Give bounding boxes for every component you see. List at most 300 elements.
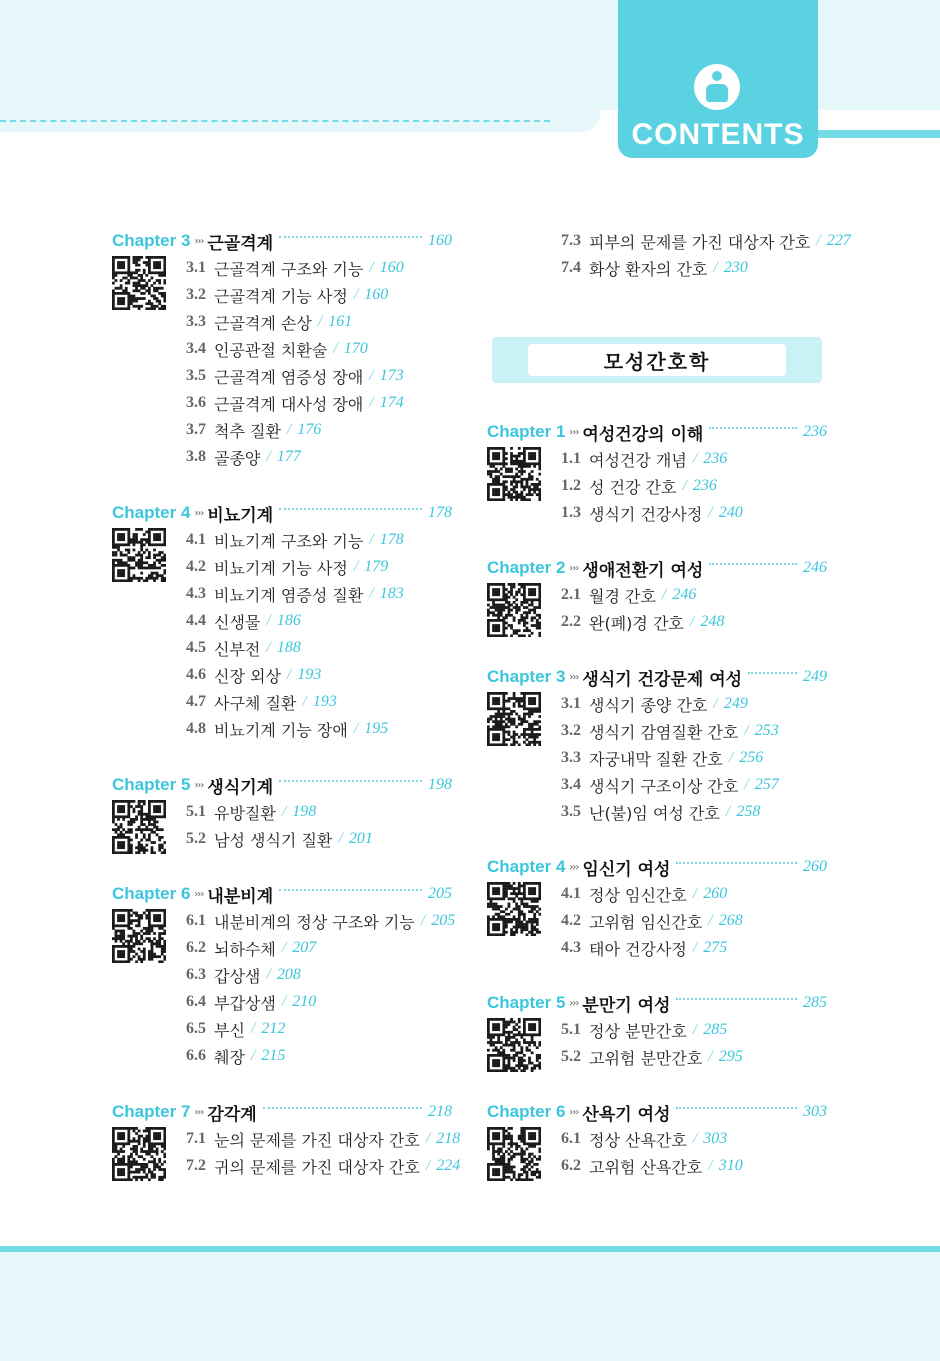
section-number: 3.5	[561, 803, 581, 820]
section-number: 2.2	[561, 613, 581, 630]
section-number: 4.4	[186, 612, 206, 629]
separator: /	[353, 558, 359, 575]
section-page: 186	[276, 612, 301, 629]
section-page: 258	[736, 803, 761, 820]
section-number: 5.1	[186, 803, 206, 820]
section-title: 척추 질환	[214, 421, 281, 441]
section-number: 6.3	[186, 966, 206, 983]
section-page: 212	[261, 1020, 286, 1037]
section-page: 249	[723, 695, 748, 712]
chevrons-icon: ›››	[194, 1106, 204, 1118]
section-page: 236	[692, 477, 717, 494]
separator: /	[692, 1021, 698, 1038]
section-number: 4.1	[561, 885, 581, 902]
chapter-page: 236	[803, 423, 827, 440]
chapter-heading[interactable]	[487, 854, 827, 880]
qr-code-icon[interactable]	[487, 882, 541, 936]
section-page: 240	[718, 504, 743, 521]
separator: /	[816, 232, 821, 249]
section-number: 4.2	[561, 912, 581, 929]
separator: /	[682, 477, 687, 494]
section-title: 인공관절 치환술	[214, 340, 328, 360]
separator: /	[302, 693, 307, 710]
chapter-title: 임신기 여성	[582, 859, 671, 880]
section-entry[interactable]	[561, 446, 727, 472]
section-entry[interactable]	[561, 228, 851, 254]
chapter-label: Chapter 6	[112, 884, 191, 903]
section-title: 신장 외상	[214, 666, 281, 686]
section-number: 4.3	[186, 585, 206, 602]
section-title: 비뇨기계 기능 장애	[214, 720, 348, 740]
section-title: 근골격계 기능 사정	[214, 286, 348, 306]
section-number: 4.6	[186, 666, 206, 683]
section-entry[interactable]	[186, 908, 455, 934]
separator: /	[281, 803, 287, 820]
section-entry[interactable]	[186, 255, 404, 281]
section-entry[interactable]	[561, 609, 724, 635]
section-number: 3.2	[561, 722, 581, 739]
chapter-page: 198	[428, 776, 452, 793]
separator: /	[338, 830, 343, 847]
leader-dots	[279, 889, 422, 891]
section-number: 3.1	[561, 695, 581, 712]
section-number: 7.1	[186, 1130, 206, 1147]
section-title: 근골격계 구조와 기능	[214, 259, 364, 279]
section-title: 췌장	[214, 1047, 245, 1067]
section-number: 6.1	[561, 1130, 581, 1147]
section-title: 고위험 임신간호	[589, 912, 703, 932]
leader-dots	[279, 780, 422, 782]
section-entry[interactable]	[561, 500, 743, 526]
separator: /	[369, 259, 374, 276]
separator: /	[281, 939, 287, 956]
section-page: 218	[436, 1130, 461, 1147]
section-entry[interactable]	[186, 1126, 460, 1152]
section-number: 5.2	[561, 1048, 581, 1065]
separator: /	[266, 448, 271, 465]
qr-code-icon[interactable]	[487, 1018, 541, 1072]
separator: /	[333, 340, 338, 357]
section-entry[interactable]	[186, 1043, 285, 1069]
separator: /	[692, 1130, 698, 1147]
section-entry[interactable]	[186, 662, 321, 688]
section-entry[interactable]	[186, 716, 388, 742]
separator: /	[725, 803, 731, 820]
separator: /	[317, 313, 323, 330]
section-entry[interactable]	[561, 935, 727, 961]
section-number: 6.5	[186, 1020, 206, 1037]
separator: /	[425, 1130, 431, 1147]
section-entry[interactable]	[186, 635, 301, 661]
leader-dots	[263, 1107, 422, 1109]
section-entry[interactable]	[561, 1017, 727, 1043]
person-icon	[694, 64, 740, 110]
section-title: 고위험 분만간호	[589, 1048, 703, 1068]
section-number: 3.1	[186, 259, 206, 276]
section-number: 2.1	[561, 586, 581, 603]
section-page: 224	[436, 1157, 461, 1174]
section-number: 3.4	[561, 776, 581, 793]
chapter-label: Chapter 4	[112, 503, 191, 522]
qr-code-icon[interactable]	[487, 447, 541, 501]
section-entry[interactable]	[561, 772, 779, 798]
section-title: 자궁내막 질환 간호	[589, 749, 723, 769]
section-page: 230	[723, 259, 748, 276]
chapter-label: Chapter 4	[487, 857, 566, 876]
section-number: 7.3	[561, 232, 581, 249]
separator: /	[708, 1157, 713, 1174]
chapter-page: 303	[803, 1103, 827, 1120]
section-entry[interactable]	[186, 689, 337, 715]
part-title: 모성간호학	[528, 344, 786, 376]
section-page: 179	[364, 558, 389, 575]
chapter-label: Chapter 2	[487, 558, 566, 577]
header-right-band	[818, 130, 940, 138]
separator: /	[744, 722, 749, 739]
separator: /	[369, 367, 374, 384]
chapter-label: Chapter 3	[112, 231, 191, 250]
chapter-heading[interactable]	[112, 228, 452, 254]
section-title: 비뇨기계 염증성 질환	[214, 585, 364, 605]
leader-dots	[279, 508, 422, 510]
section-page: 160	[379, 259, 404, 276]
separator: /	[420, 912, 426, 929]
section-title: 완(폐)경 간호	[589, 613, 684, 633]
section-title: 비뇨기계 구조와 기능	[214, 531, 364, 551]
qr-code-icon[interactable]	[487, 583, 541, 637]
section-entry[interactable]	[561, 881, 727, 907]
qr-code-icon[interactable]	[112, 528, 166, 582]
section-title: 부갑상샘	[214, 993, 276, 1013]
qr-code-icon[interactable]	[112, 800, 166, 854]
qr-code-icon[interactable]	[112, 1127, 166, 1181]
separator: /	[661, 586, 667, 603]
chapter-label: Chapter 1	[487, 422, 566, 441]
section-page: 208	[276, 966, 301, 983]
chapter-page: 249	[803, 668, 827, 685]
section-page: 160	[364, 286, 389, 303]
section-page: 246	[672, 586, 697, 603]
section-page: 268	[718, 912, 743, 929]
section-entry[interactable]	[561, 718, 779, 744]
section-entry[interactable]	[186, 554, 388, 580]
separator: /	[353, 720, 359, 737]
section-title: 비뇨기계 기능 사정	[214, 558, 348, 578]
section-number: 6.4	[186, 993, 206, 1010]
section-page: 303	[703, 1130, 728, 1147]
separator: /	[713, 695, 718, 712]
section-title: 화상 환자의 간호	[589, 259, 708, 279]
separator: /	[250, 1020, 256, 1037]
chapter-title: 생식기계	[207, 777, 274, 798]
section-title: 난(불)임 여성 간호	[589, 803, 720, 823]
section-entry[interactable]	[561, 1044, 743, 1070]
section-number: 1.1	[561, 450, 581, 467]
qr-code-icon[interactable]	[487, 692, 541, 746]
separator: /	[728, 749, 734, 766]
section-page: 178	[379, 531, 404, 548]
chapter-heading[interactable]	[112, 772, 452, 798]
chevrons-icon: ›››	[569, 562, 579, 574]
section-entry[interactable]	[186, 309, 352, 335]
section-page: 285	[703, 1021, 728, 1038]
chapter-title: 내분비계	[207, 886, 274, 907]
qr-code-icon[interactable]	[112, 256, 166, 310]
leader-dots	[709, 427, 797, 429]
section-title: 생식기 건강사정	[589, 504, 703, 524]
leader-dots	[709, 563, 797, 565]
chapter-heading[interactable]	[487, 664, 827, 690]
section-entry[interactable]	[186, 826, 373, 852]
chevrons-icon: ›››	[569, 1106, 579, 1118]
chapter-page: 260	[803, 858, 827, 875]
section-entry[interactable]	[186, 444, 301, 470]
section-page: 183	[379, 585, 404, 602]
section-title: 생식기 구조이상 간호	[589, 776, 739, 796]
chapter-heading[interactable]	[487, 990, 827, 1016]
chapter-title: 생애전환기 여성	[582, 560, 704, 581]
separator: /	[708, 504, 713, 521]
separator: /	[708, 912, 713, 929]
section-page: 195	[364, 720, 389, 737]
section-title: 고위험 산욕간호	[589, 1157, 703, 1177]
section-number: 1.3	[561, 504, 581, 521]
section-title: 눈의 문제를 가진 대상자 간호	[214, 1130, 420, 1150]
section-page: 205	[431, 912, 456, 929]
separator: /	[425, 1157, 431, 1174]
section-title: 월경 간호	[589, 586, 656, 606]
section-page: 248	[700, 613, 725, 630]
section-entry[interactable]	[186, 282, 388, 308]
section-title: 사구체 질환	[214, 693, 297, 713]
chapter-heading[interactable]	[112, 881, 452, 907]
chapter-title: 생식기 건강문제 여성	[582, 669, 743, 690]
separator: /	[281, 993, 287, 1010]
section-title: 정상 분만간호	[589, 1021, 687, 1041]
section-page: 201	[348, 830, 373, 847]
chevrons-icon: ›››	[194, 507, 204, 519]
chapter-page: 285	[803, 994, 827, 1011]
leader-dots	[279, 236, 422, 238]
section-page: 193	[297, 666, 322, 683]
chapter-heading[interactable]	[487, 555, 827, 581]
section-number: 5.2	[186, 830, 206, 847]
section-entry[interactable]	[561, 1126, 727, 1152]
section-page: 210	[292, 993, 317, 1010]
section-entry[interactable]	[561, 745, 763, 771]
separator: /	[369, 394, 374, 411]
section-page: 227	[826, 232, 851, 249]
section-entry[interactable]	[561, 1153, 743, 1179]
section-title: 근골격계 대사성 장애	[214, 394, 364, 414]
section-entry[interactable]	[186, 336, 368, 362]
section-entry[interactable]	[186, 581, 404, 607]
footer-background	[0, 1252, 940, 1361]
section-title: 피부의 문제를 가진 대상자 간호	[589, 232, 811, 252]
section-page: 188	[276, 639, 301, 656]
separator: /	[369, 531, 374, 548]
section-number: 3.4	[186, 340, 206, 357]
section-number: 6.2	[561, 1157, 581, 1174]
separator: /	[708, 1048, 713, 1065]
qr-code-icon[interactable]	[487, 1127, 541, 1181]
section-number: 3.3	[561, 749, 581, 766]
section-number: 6.1	[186, 912, 206, 929]
chapter-label: Chapter 5	[112, 775, 191, 794]
section-entry[interactable]	[561, 473, 717, 499]
separator: /	[369, 585, 374, 602]
chevrons-icon: ›››	[194, 235, 204, 247]
separator: /	[286, 421, 292, 438]
chapter-title: 감각계	[207, 1104, 257, 1125]
section-page: 236	[703, 450, 728, 467]
section-entry[interactable]	[186, 390, 404, 416]
section-number: 3.8	[186, 448, 206, 465]
section-entry[interactable]	[186, 363, 404, 389]
section-title: 근골격계 염증성 장애	[214, 367, 364, 387]
section-page: 295	[718, 1048, 743, 1065]
section-page: 260	[703, 885, 728, 902]
chapter-page: 160	[428, 232, 452, 249]
section-title: 생식기 종양 간호	[589, 695, 708, 715]
section-title: 신생물	[214, 612, 261, 632]
contents-title: CONTENTS	[631, 118, 805, 151]
section-title: 신부전	[214, 639, 261, 659]
section-page: 170	[343, 340, 368, 357]
section-entry[interactable]	[186, 608, 301, 634]
chapter-label: Chapter 7	[112, 1102, 191, 1121]
separator: /	[744, 776, 749, 793]
chevrons-icon: ›››	[569, 671, 579, 683]
section-entry[interactable]	[186, 962, 301, 988]
section-title: 정상 산욕간호	[589, 1130, 687, 1150]
section-number: 3.7	[186, 421, 206, 438]
section-page: 177	[276, 448, 301, 465]
section-entry[interactable]	[186, 1153, 460, 1179]
section-title: 갑상샘	[214, 966, 261, 986]
section-title: 근골격계 손상	[214, 313, 312, 333]
section-title: 유방질환	[214, 803, 276, 823]
section-entry[interactable]	[561, 908, 743, 934]
separator: /	[692, 885, 698, 902]
section-title: 남성 생식기 질환	[214, 830, 333, 850]
section-entry[interactable]	[186, 799, 316, 825]
section-title: 귀의 문제를 가진 대상자 간호	[214, 1157, 420, 1177]
contents-tab	[618, 0, 818, 158]
section-number: 4.2	[186, 558, 206, 575]
section-entry[interactable]	[561, 799, 760, 825]
section-title: 정상 임신간호	[589, 885, 687, 905]
section-number: 4.7	[186, 693, 206, 710]
section-title: 골종양	[214, 448, 261, 468]
section-page: 173	[379, 367, 404, 384]
section-page: 215	[261, 1047, 286, 1064]
section-page: 257	[754, 776, 779, 793]
section-number: 3.5	[186, 367, 206, 384]
chevrons-icon: ›››	[194, 888, 204, 900]
qr-code-icon[interactable]	[112, 909, 166, 963]
section-number: 3.3	[186, 313, 206, 330]
section-title: 내분비계의 정상 구조와 기능	[214, 912, 415, 932]
section-number: 4.5	[186, 639, 206, 656]
section-number: 4.1	[186, 531, 206, 548]
separator: /	[353, 286, 359, 303]
chapter-heading[interactable]	[112, 500, 452, 526]
chapter-label: Chapter 6	[487, 1102, 566, 1121]
section-page: 174	[379, 394, 404, 411]
section-entry[interactable]	[186, 935, 316, 961]
leader-dots	[748, 672, 797, 674]
chapter-label: Chapter 5	[487, 993, 566, 1012]
separator: /	[266, 966, 271, 983]
section-page: 310	[718, 1157, 743, 1174]
chapter-page: 246	[803, 559, 827, 576]
section-page: 253	[754, 722, 779, 739]
separator: /	[692, 450, 698, 467]
chapter-title: 분만기 여성	[582, 995, 671, 1016]
section-entry[interactable]	[561, 691, 748, 717]
section-number: 3.2	[186, 286, 206, 303]
chapter-page: 218	[428, 1103, 452, 1120]
section-number: 6.2	[186, 939, 206, 956]
chapter-title: 비뇨기계	[207, 505, 274, 526]
chevrons-icon: ›››	[569, 861, 579, 873]
section-title: 뇌하수체	[214, 939, 276, 959]
chapter-title: 산욕기 여성	[582, 1104, 671, 1125]
section-entry[interactable]	[186, 527, 404, 553]
separator: /	[266, 639, 271, 656]
leader-dots	[676, 998, 797, 1000]
section-entry[interactable]	[561, 255, 748, 281]
section-number: 3.6	[186, 394, 206, 411]
section-entry[interactable]	[186, 1016, 285, 1042]
section-entry[interactable]	[561, 582, 696, 608]
chevrons-icon: ›››	[569, 997, 579, 1009]
header-dashed-divider	[0, 120, 550, 122]
section-title: 여성건강 개념	[589, 450, 687, 470]
chapter-page: 205	[428, 885, 452, 902]
section-number: 7.4	[561, 259, 581, 276]
chapter-heading[interactable]	[112, 1099, 452, 1125]
section-number: 6.6	[186, 1047, 206, 1064]
section-number: 5.1	[561, 1021, 581, 1038]
section-page: 256	[739, 749, 764, 766]
section-page: 207	[292, 939, 317, 956]
section-page: 161	[328, 313, 353, 330]
section-title: 부신	[214, 1020, 245, 1040]
section-page: 275	[703, 939, 728, 956]
section-number: 4.8	[186, 720, 206, 737]
chapter-heading[interactable]	[487, 1099, 827, 1125]
separator: /	[286, 666, 292, 683]
leader-dots	[676, 1107, 797, 1109]
chevrons-icon: ›››	[194, 779, 204, 791]
leader-dots	[676, 862, 797, 864]
chapter-heading[interactable]	[487, 419, 827, 445]
chapter-title: 근골격계	[207, 233, 274, 254]
section-entry[interactable]	[186, 417, 321, 443]
section-page: 198	[292, 803, 317, 820]
section-title: 생식기 감염질환 간호	[589, 722, 739, 742]
section-entry[interactable]	[186, 989, 316, 1015]
chapter-label: Chapter 3	[487, 667, 566, 686]
section-number: 4.3	[561, 939, 581, 956]
section-number: 1.2	[561, 477, 581, 494]
section-number: 7.2	[186, 1157, 206, 1174]
section-title: 성 건강 간호	[589, 477, 677, 497]
separator: /	[250, 1047, 256, 1064]
section-title: 태아 건강사정	[589, 939, 687, 959]
